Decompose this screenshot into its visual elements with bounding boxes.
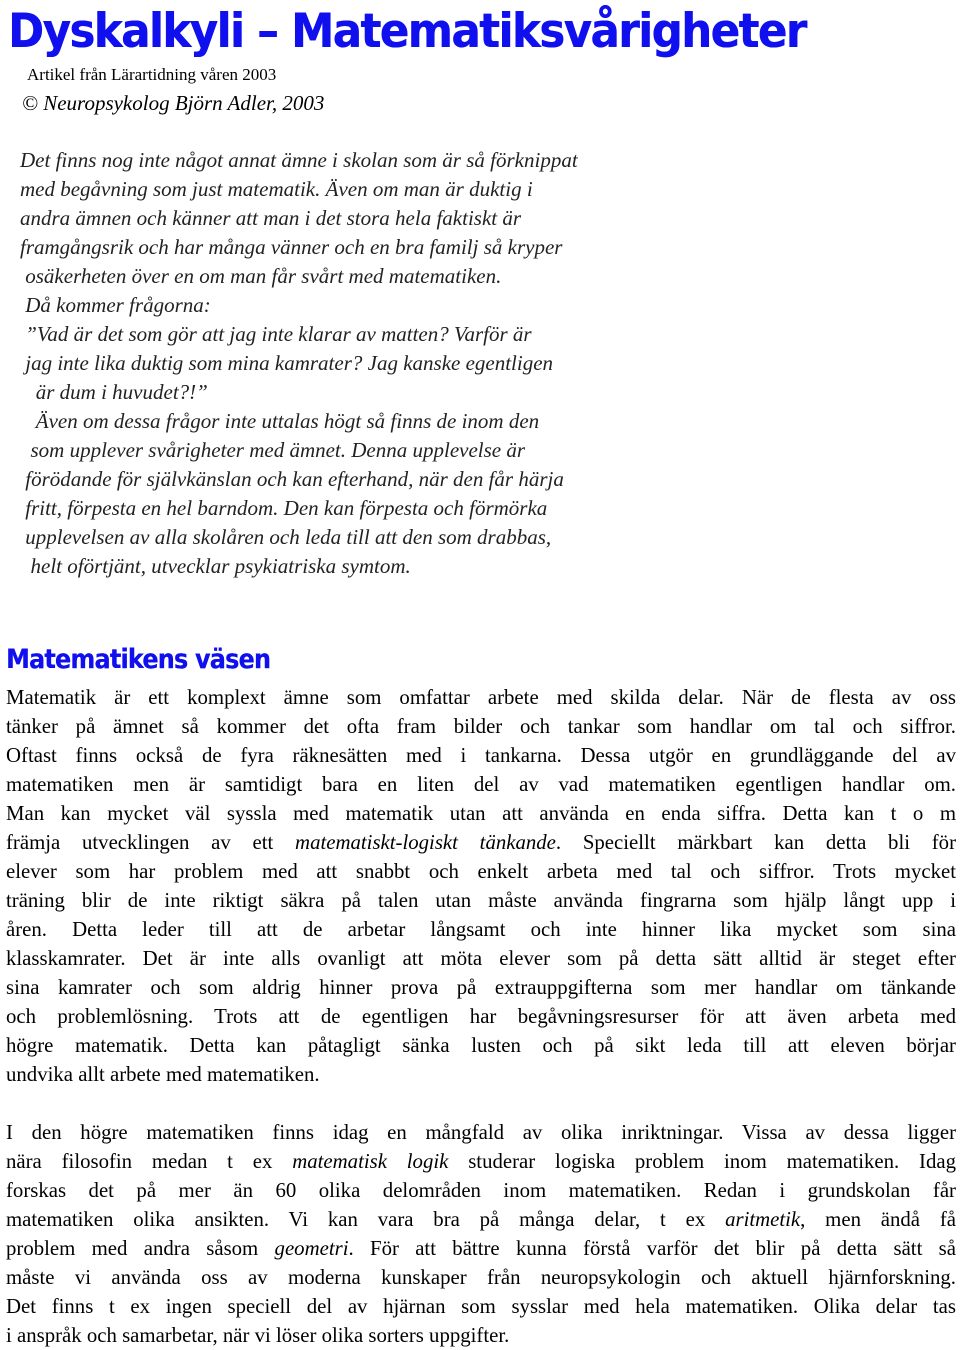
intro-line: som upplever svårigheter med ämnet. Denna upplevelse är [20,438,526,462]
intro-line: upplevelsen av alla skolåren och leda till att den som drabbas, [20,525,552,549]
text-run: studerar logiska problem inom matematiken. Idag [448,1150,956,1173]
text-line [6,1205,956,1234]
intro-line: är dum i huvudet?!” [20,380,208,404]
text-line: matematiken men är samtidigt bara en liten del av vad matematiken egentligen handlar om. [6,773,956,796]
intro-line: Även om dessa frågor inte uttalas högt så finns de inom den [20,409,540,433]
author-line [22,90,324,116]
intro-line: fritt, förpesta en hel barndom. Den kan förpesta och förmörka [20,496,548,520]
text-line: sina kamrater och som aldrig hinner prova på extrauppgifterna som mer handlar om tänkande [6,976,956,999]
text-run: främja utvecklingen av ett [6,831,296,854]
author-name: Neuropsykolog Björn Adler, 2003 [37,91,325,115]
text-run: nära filosofin medan t ex [6,1150,293,1173]
intro-line: helt oförtjänt, utvecklar psykiatriska symtom. [20,554,411,578]
emphasis-term: matematisk logik [292,1150,449,1173]
text-line: och problemlösning. Trots att de egentligen har begåvningsresurser för att även arbeta med [6,1005,956,1028]
text-line: elever som har problem med att snabbt och enkelt arbeta med tal och siffror. Trots mycket [6,860,956,883]
emphasis-term: geometri [274,1237,349,1260]
copyright-icon: © [22,91,38,115]
text-run: . För att bättre kunna förstå varför det blir på detta sätt så [348,1237,956,1260]
intro-line: jag inte lika duktig som mina kamrater? Jag kanske egentligen [20,351,554,375]
emphasis-term: aritmetik [725,1208,801,1231]
intro-line: med begåvning som just matematik. Även om man är duktig i [20,177,533,201]
text-line: I den högre matematiken finns idag en mångfald av olika inriktningar. Vissa av dessa ligger [6,1121,956,1144]
article-source: Artikel från Lärartidning våren 2003 [27,65,277,84]
text-run: . Speciellt märkbart kan detta bli för [555,831,956,854]
text-line: högre matematik. Detta kan påtagligt sänka lusten och på sikt leda till att eleven börjar [6,1034,956,1057]
text-line [6,828,956,857]
text-line [6,1147,956,1176]
text-line: måste vi använda oss av moderna kunskaper från neuropsykologin och aktuell hjärnforskning. [6,1266,956,1289]
text-run: problem med andra såsom [6,1237,275,1260]
intro-line: andra ämnen och känner att man i det stora hela faktiskt är [20,206,522,230]
intro-line: förödande för självkänslan och kan efterhand, när den får härja [20,467,564,491]
emphasis-term: matematiskt-logiskt tänkande [295,831,556,854]
body-paragraph-1 [6,683,956,1089]
section-heading: Matematikens väsen [6,644,271,675]
intro-line: Det finns nog inte något annat ämne i skolan som är så förknippat [20,148,578,172]
document-title: Dyskalkyli – Matematiksvårigheter [8,4,806,59]
text-line: Det finns t ex ingen speciell del av hjärnan som sysslar med hela matematiken. Olika delar tas [6,1295,956,1318]
body-paragraph-2 [6,1118,956,1350]
text-line: träning blir de inte riktigt säkra på talen utan måste använda fingrarna som hjälp långt upp i [6,889,956,912]
intro-line: ”Vad är det som gör att jag inte klarar av matten? Varför är [20,322,532,346]
intro-line: osäkerheten över en om man får svårt med matematiken. [20,264,502,288]
text-line: i anspråk och samarbetar, när vi löser olika sorters uppgifter. [6,1324,510,1347]
text-run: , men ändå få [800,1208,956,1231]
text-line: forskas det på mer än 60 olika delområden inom matematiken. Redan i grundskolan får [6,1179,956,1202]
intro-line: Då kommer frågorna: [20,293,211,317]
text-line: tänker på ämnet så kommer det ofta fram bilder och tankar som handlar om tal och siffror. [6,715,956,738]
intro-line: framgångsrik och har många vänner och en bra familj så kryper [20,235,563,259]
text-line: Man kan mycket väl syssla med matematik utan att använda en enda siffra. Detta kan t o m [6,802,956,825]
text-line: klasskamrater. Det är inte alls ovanligt att möta elever som på detta sätt alltid är steget efter [6,947,956,970]
intro-text [20,146,578,581]
text-run: matematiken olika ansikten. Vi kan vara bra på många delar, t ex [6,1208,726,1231]
text-line [6,1234,956,1263]
text-line: Oftast finns också de fyra räknesätten med i tankarna. Dessa utgör en grundläggande del av [6,744,956,767]
text-line: Matematik är ett komplext ämne som omfattar arbete med skilda delar. När de flesta av oss [6,686,956,709]
text-line: undvika allt arbete med matematiken. [6,1063,320,1086]
text-line: åren. Detta leder till att de arbetar långsamt och inte hinner lika mycket som sina [6,918,956,941]
